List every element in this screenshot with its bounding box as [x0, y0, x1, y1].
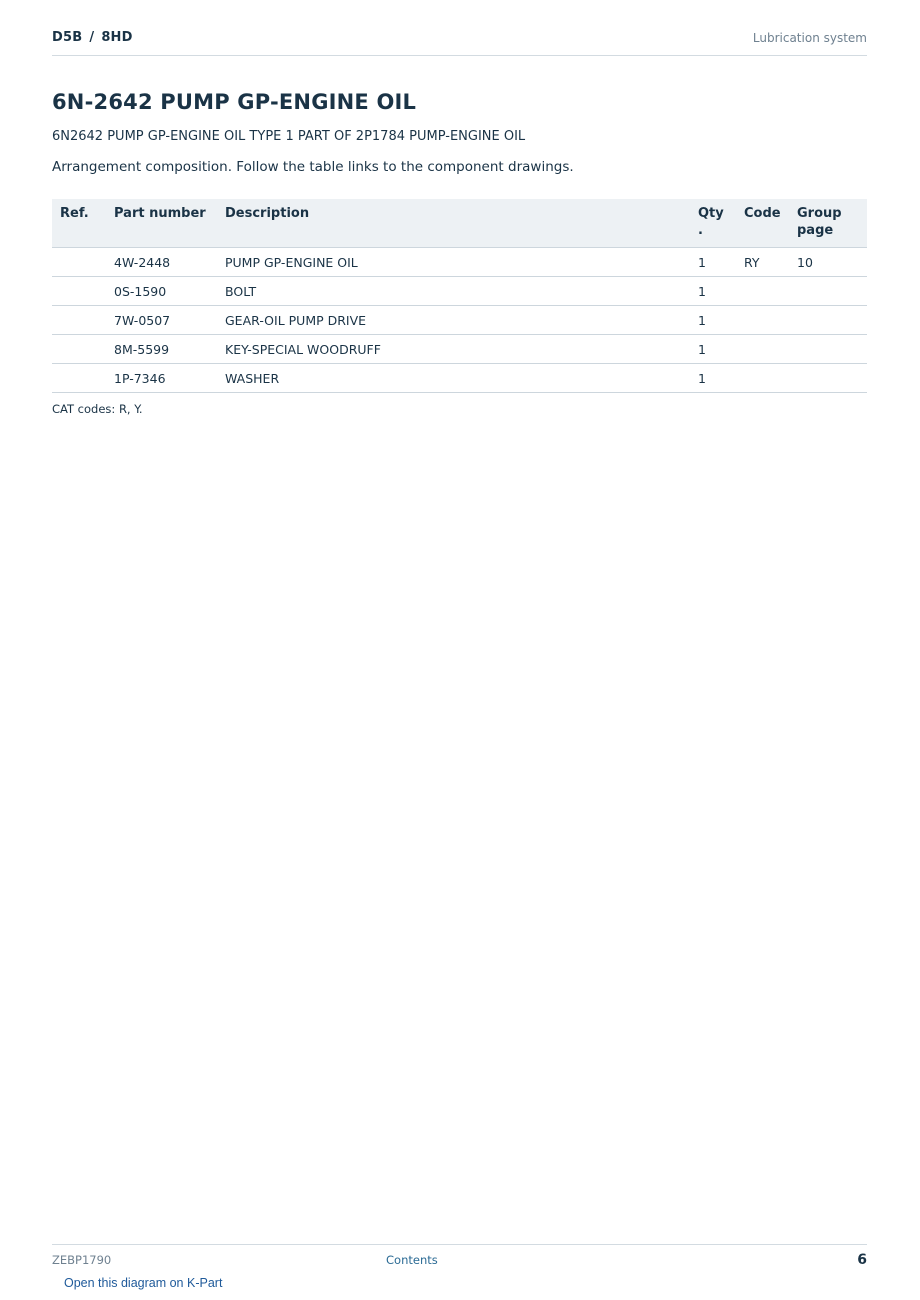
page-header	[52, 28, 867, 56]
contents-link[interactable]: Contents	[386, 1253, 438, 1267]
breadcrumb	[52, 30, 133, 45]
column-header-group-page	[789, 199, 867, 248]
column-header-ref: Ref.	[52, 199, 106, 248]
column-header-qty-line1: Qty	[698, 206, 724, 221]
group-page-link[interactable]: 10	[789, 248, 867, 277]
cell-description: GEAR-OIL PUMP DRIVE	[217, 306, 690, 335]
table-row	[52, 364, 867, 393]
column-header-qty-line2: .	[698, 223, 703, 238]
part-number-link[interactable]: 4W-2448	[106, 248, 217, 277]
cell-ref	[52, 248, 106, 277]
cell-qty: 1	[690, 364, 736, 393]
cell-part-number: 0S-1590	[106, 277, 217, 306]
breadcrumb-serial-prefix: 8HD	[101, 30, 133, 45]
column-header-qty	[690, 199, 736, 248]
section-name: Lubrication system	[752, 31, 867, 45]
cell-part-number: 8M-5599	[106, 335, 217, 364]
table-header-row	[52, 199, 867, 248]
cell-qty: 1	[690, 277, 736, 306]
footer-divider	[52, 1244, 867, 1245]
cell-ref	[52, 306, 106, 335]
cell-code	[736, 335, 789, 364]
cell-qty: 1	[690, 335, 736, 364]
cell-code	[736, 277, 789, 306]
column-header-description: Description	[217, 199, 690, 248]
table-row	[52, 335, 867, 364]
cell-code: RY	[736, 248, 789, 277]
page-subtitle: 6N2642 PUMP GP-ENGINE OIL TYPE 1 PART OF 2P1784 PUMP-ENGINE OIL	[52, 129, 526, 144]
page-number: 6	[857, 1252, 867, 1268]
page-title: 6N-2642 PUMP GP-ENGINE OIL	[52, 90, 417, 114]
breadcrumb-separator: /	[89, 30, 95, 45]
breadcrumb-model: D5B	[52, 30, 83, 45]
cell-ref	[52, 277, 106, 306]
cell-group-page	[789, 335, 867, 364]
cell-ref	[52, 364, 106, 393]
cat-codes-note: CAT codes: R, Y.	[52, 402, 143, 416]
column-header-group-line2: page	[797, 223, 834, 238]
column-header-group-line1: Group	[797, 206, 842, 221]
table-row	[52, 306, 867, 335]
document-code: ZEBP1790	[52, 1253, 112, 1267]
cell-code	[736, 306, 789, 335]
cell-part-number: 7W-0507	[106, 306, 217, 335]
open-kpart-link[interactable]: Open this diagram on K-Part	[64, 1276, 223, 1290]
cell-qty: 1	[690, 248, 736, 277]
cell-part-number: 1P-7346	[106, 364, 217, 393]
intro-text: Arrangement composition. Follow the table links to the component drawings.	[52, 159, 574, 175]
cell-description: BOLT	[217, 277, 690, 306]
table-row	[52, 277, 867, 306]
cell-group-page	[789, 306, 867, 335]
cell-description: PUMP GP-ENGINE OIL	[217, 248, 690, 277]
table-row	[52, 248, 867, 277]
parts-table	[52, 199, 867, 393]
cell-qty: 1	[690, 306, 736, 335]
cell-group-page	[789, 277, 867, 306]
cell-ref	[52, 335, 106, 364]
cell-description: KEY-SPECIAL WOODRUFF	[217, 335, 690, 364]
cell-group-page	[789, 364, 867, 393]
column-header-code: Code	[736, 199, 789, 248]
cell-description: WASHER	[217, 364, 690, 393]
column-header-part-number: Part number	[106, 199, 217, 248]
cell-code	[736, 364, 789, 393]
